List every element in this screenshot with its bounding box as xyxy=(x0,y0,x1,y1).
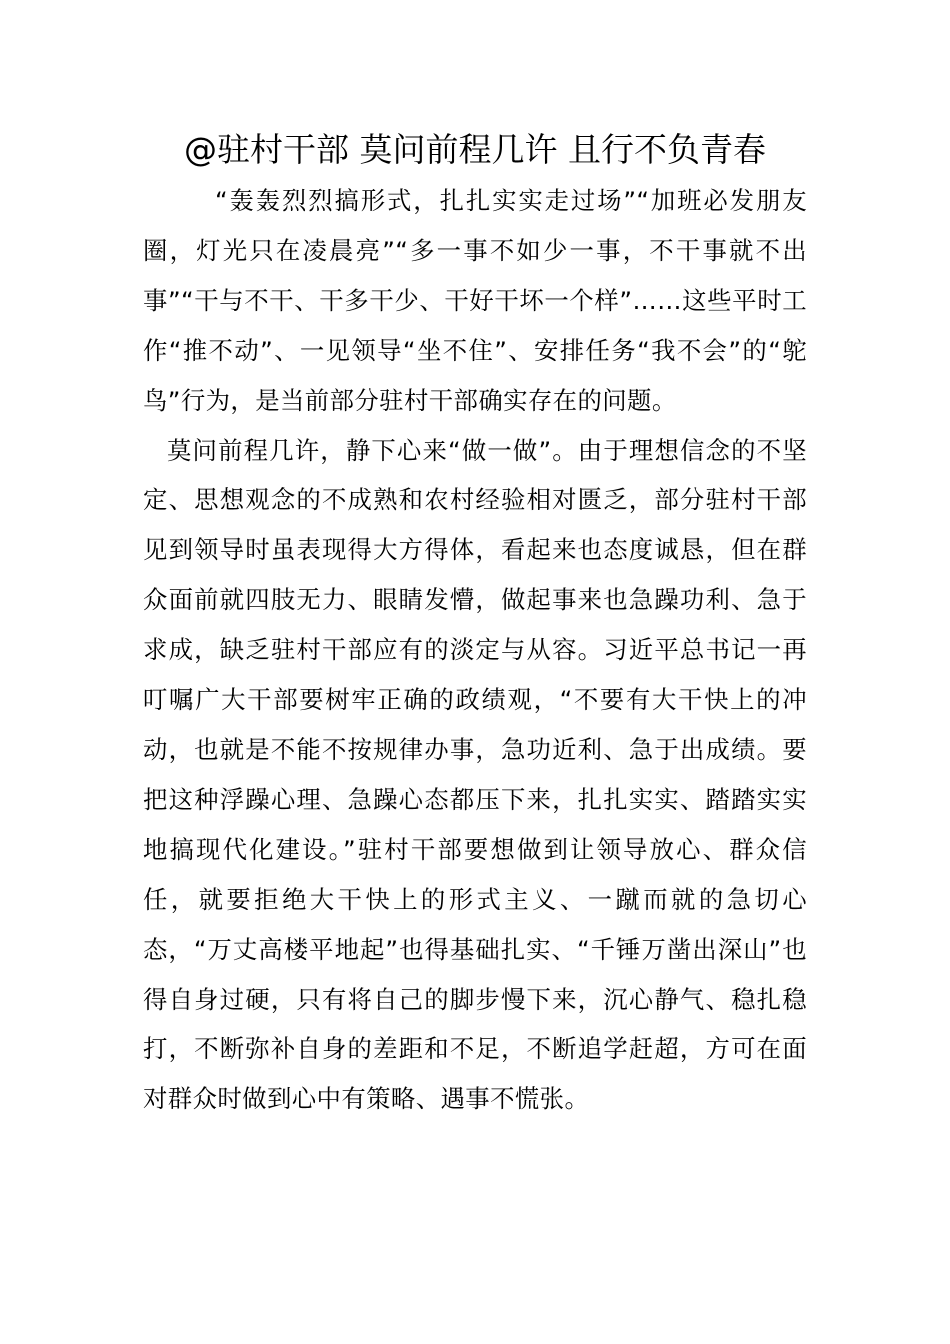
paragraph-2: 莫问前程几许，静下心来“做一做”。由于理想信念的不坚定、思想观念的不成熟和农村经验相对匮乏，部分驻村干部见到领导时虽表现得大方得体，看起来也态度诚恳，但在群众面前就四肢无力、眼睛发懵，做起事来也急躁功利、急于求成，缺乏驻村干部应有的淡定与从容。习近平总书记一再叮嘱广大干部要树牢正确的政绩观，“不要有大干快上的冲动，也就是不能不按规律办事，急功近利、急于出成绩。要把这种浮躁心理、急躁心态都压下来，扎扎实实、踏踏实实地搞现代化建设。”驻村干部要想做到让领导放心、群众信任，就要拒绝大干快上的形式主义、一蹴而就的急切心态，“万丈高楼平地起”也得基础扎实、“千锤万凿出深山”也得自身过硬，只有将自己的脚步慢下来，沉心静气、稳扎稳打，不断弥补自身的差距和不足，不断追学赶超，方可在面对群众时做到心中有策略、遇事不慌张。 xyxy=(143,435,807,1114)
paragraph-1: “轰轰烈烈搞形式，扎扎实实走过场”“加班必发朋友圈，灯光只在凌晨亮”“多一事不如少一事，不干事就不出事”“干与不干、干多干少、干好干坏一个样”……这些平时工作“推不动”、一见领导“坐不住”、安排任务“我不会”的“鸵鸟”行为，是当前部分驻村干部确实存在的问题。 xyxy=(143,186,807,415)
article-title: @驻村干部 莫问前程几许 且行不负青春 xyxy=(184,130,766,169)
article-body xyxy=(143,176,807,1124)
